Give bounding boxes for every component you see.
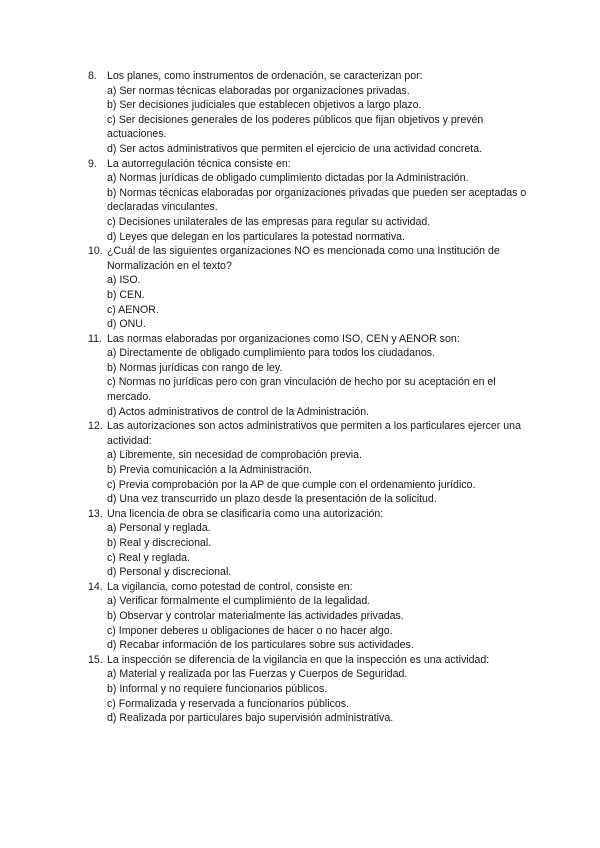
option-b: b) Observar y controlar materialmente las actividades privadas.: [107, 609, 404, 622]
question-10: [88, 244, 528, 332]
question-text: La vigilancia, como potestad de control, consiste en:: [107, 580, 353, 593]
question-number: 10.: [88, 245, 103, 258]
option-c: c) Ser decisiones generales de los poderes públicos que fijan objetivos y prevén actuaciones.: [107, 113, 484, 141]
question-9: [88, 157, 528, 245]
option-a: a) ISO.: [107, 274, 141, 287]
option-a: a) Normas jurídicas de obligado cumplimiento dictadas por la Administración.: [107, 172, 469, 185]
option-a: a) Directamente de obligado cumplimiento para todos los ciudadanos.: [107, 347, 436, 360]
option-d: d) Ser actos administrativos que permiten el ejercicio de una actividad concreta.: [107, 142, 483, 155]
question-text: Las autorizaciones son actos administrativos que permiten a los particulares ejercer una actividad:: [107, 420, 521, 447]
question-number: 13.: [88, 507, 103, 520]
option-b: b) Informal y no requiere funcionarios públicos.: [107, 682, 328, 695]
option-b: b) Ser decisiones judiciales que establecen objetivos a largo plazo.: [107, 99, 422, 112]
question-number: 12.: [88, 420, 103, 433]
question-text: La autorregulación técnica consiste en:: [107, 157, 291, 170]
option-d: d) Una vez transcurrido un plazo desde la presentación de la solicitud.: [107, 493, 437, 506]
question-text: Los planes, como instrumentos de ordenación, se caracterizan por:: [107, 70, 423, 82]
option-b: b) Previa comunicación a la Administración.: [107, 464, 312, 477]
option-a: a) Ser normas técnicas elaboradas por organizaciones privadas.: [107, 84, 410, 97]
option-b: b) CEN.: [107, 288, 145, 301]
option-c: c) Previa comprobación por la AP de que cumple con el ordenamiento jurídico.: [107, 478, 476, 491]
option-d: d) ONU.: [107, 318, 146, 331]
question-number: 14.: [88, 580, 103, 593]
question-number: 11.: [88, 332, 102, 345]
question-list: [88, 69, 528, 726]
option-a: a) Verificar formalmente el cumplimiento de la legalidad.: [107, 595, 371, 608]
option-d: d) Actos administrativos de control de la Administración.: [107, 405, 370, 418]
option-c: c) Decisiones unilaterales de las empresas para regular su actividad.: [107, 215, 431, 228]
question-text: ¿Cuál de las siguientes organizaciones NO es mencionada como una Institución de Normalización en el texto?: [107, 245, 500, 272]
option-a: a) Personal y reglada.: [107, 522, 211, 535]
option-c: c) AENOR.: [107, 303, 159, 316]
option-c: c) Imponer deberes u obligaciones de hacer o no hacer algo.: [107, 624, 393, 637]
question-11: [88, 332, 528, 420]
option-b: b) Normas técnicas elaboradas por organizaciones privadas que pueden ser aceptadas o declaradas vinculantes.: [107, 186, 527, 214]
option-a: a) Material y realizada por las Fuerzas y Cuerpos de Seguridad.: [107, 668, 408, 681]
option-d: d) Leyes que delegan en los particulares la potestad normativa.: [107, 230, 405, 243]
question-12: [88, 419, 528, 507]
question-number: 9.: [88, 157, 97, 170]
option-d: d) Recabar información de los particulares sobre sus actividades.: [107, 639, 414, 652]
question-number: 8.: [88, 70, 97, 82]
option-b: b) Real y discrecional.: [107, 537, 212, 549]
option-d: d) Realizada por particulares bajo supervisión administrativa.: [107, 712, 394, 725]
option-a: a) Libremente, sin necesidad de comprobación previa.: [107, 449, 362, 462]
option-c: c) Normas no jurídicas pero con gran vinculación de hecho por su aceptación en el mercado.: [107, 376, 496, 404]
option-b: b) Normas jurídicas con rango de ley.: [107, 361, 283, 374]
question-text: Las normas elaboradas por organizaciones como ISO, CEN y AENOR son:: [107, 332, 460, 345]
question-15: [88, 653, 528, 726]
question-number: 15.: [88, 653, 103, 666]
question-14: [88, 580, 528, 653]
option-c: c) Real y reglada.: [107, 551, 191, 564]
question-text: La inspección se diferencia de la vigilancia en que la inspección es una actividad:: [107, 653, 490, 666]
option-c: c) Formalizada y reservada a funcionarios públicos.: [107, 697, 350, 710]
option-d: d) Personal y discrecional.: [107, 566, 232, 579]
question-text: Una licencia de obra se clasificaría como una autorización:: [107, 507, 384, 520]
question-13: [88, 507, 528, 580]
question-8: [88, 69, 528, 157]
